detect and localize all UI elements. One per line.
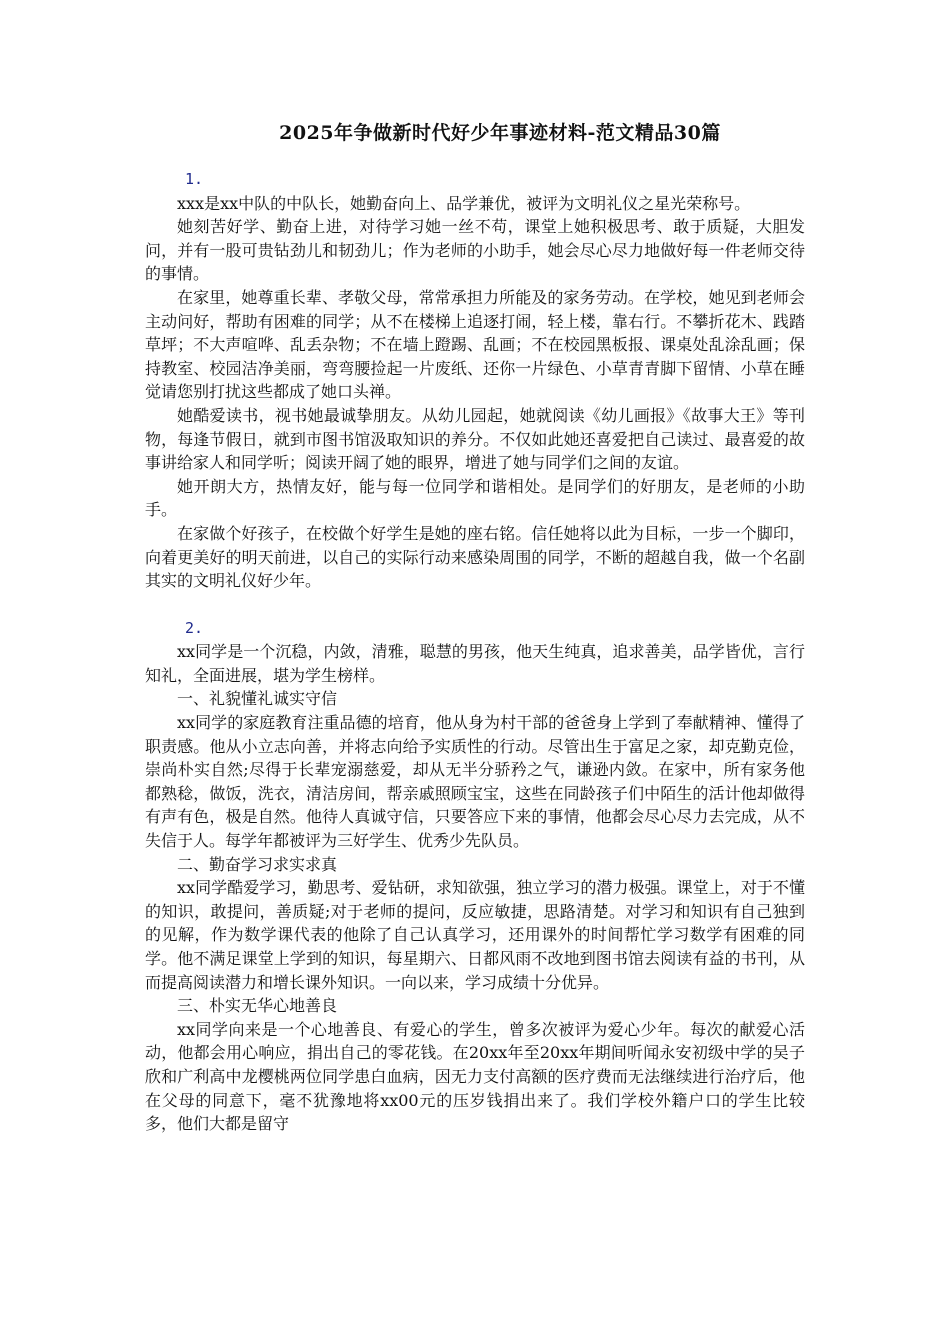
paragraph: xx同学的家庭教育注重品德的培育，他从身为村干部的爸爸身上学到了奉献精神、懂得了职责感。他从小立志向善，并将志向给予实质性的行动。尽管出生于富足之家，却克勤克俭，崇尚朴实自然;尽得于长辈宠溺慈爱，却从无半分骄矜之气，谦逊内敛。在家中，所有家务他都熟稔，做饭，洗衣，清洁房间，帮亲戚照顾宝宝，这些在同龄孩子们中陌生的活计他却做得有声有色，极是自然。他待人真诚守信，只要答应下来的事情，他都会尽心尽力去完成，从不失信于人。每学年都被评为三好学生、优秀少先队员。: [145, 713, 805, 851]
paragraph: xx同学是一个沉稳，内敛，清雅，聪慧的男孩，他天生纯真，追求善美，品学皆优，言行知礼，全面进展，堪为学生榜样。: [145, 642, 805, 685]
subheading: 三、朴实无华心地善良: [177, 996, 338, 1016]
subheading: 二、勤奋学习求实求真: [177, 854, 338, 874]
paragraph: xxx是xx中队的中队长，她勤奋向上、品学兼优，被评为文明礼仪之星光荣称号。: [177, 193, 751, 213]
paragraph: 她刻苦好学、勤奋上进，对待学习她一丝不苟，课堂上她积极思考、敢于质疑，大胆发问，并有一股可贵钻劲儿和韧劲儿；作为老师的小助手，她会尽心尽力地做好每一件老师交待的事情。: [145, 217, 805, 284]
section-number: 1.: [185, 170, 204, 188]
paragraph: 在家做个好孩子，在校做个好学生是她的座右铭。信任她将以此为目标，一步一个脚印，向着更美好的明天前进，以自己的实际行动来感染周围的同学，不断的超越自我，做一个名副其实的文明礼仪好少年。: [145, 523, 805, 591]
document-title: 2025年争做新时代好少年事迹材料-范文精品30篇: [279, 122, 721, 144]
paragraph: xx同学向来是一个心地善良、有爱心的学生，曾多次被评为爱心少年。每次的献爱心活动，他都会用心响应，捐出自己的零花钱。在20xx年至20xx年期间听闻永安初级中学的吴子欣和广利高中龙樱桃两位同学患白血病，因无力支付高额的医疗费而无法继续进行治疗后，他在父母的同意下，毫不犹豫地将xx00元的压岁钱捐出来了。我们学校外籍户口的学生比较多，他们大都是留守: [145, 1019, 805, 1134]
paragraph: xx同学酷爱学习，勤思考、爱钻研，求知欲强，独立学习的潜力极强。课堂上，对于不懂的知识，敢提问，善质疑;对于老师的提问，反应敏捷，思路清楚。对学习和知识有自己独到的见解，作为数学课代表的他除了自己认真学习，还用课外的时间帮忙学习数学有困难的同学。他不满足课堂上学到的知识，每星期六、日都风雨不改地到图书馆去阅读有益的书刊，从而提高阅读潜力和增长课外知识。一向以来，学习成绩十分优异。: [145, 878, 805, 992]
subheading: 一、礼貌懂礼诚实守信: [177, 689, 338, 709]
document-body: [145, 168, 805, 1136]
paragraph: 她酷爱读书，视书她最诚挚朋友。从幼儿园起，她就阅读《幼儿画报》《故事大王》等刊物，每逢节假日，就到市图书馆汲取知识的养分。不仅如此她还喜爱把自己读过、最喜爱的故事讲给家人和同学听；阅读开阔了她的眼界，增进了她与同学们之间的友谊。: [145, 405, 805, 473]
paragraph: 她开朗大方，热情友好，能与每一位同学和谐相处。是同学们的好朋友，是老师的小助手。: [145, 476, 805, 520]
section-spacer: [145, 593, 805, 617]
paragraph: 在家里，她尊重长辈、孝敬父母，常常承担力所能及的家务劳动。在学校，她见到老师会主动问好，帮助有困难的同学；从不在楼梯上追逐打闹，轻上楼，靠右行。不攀折花木、践踏草坪；不大声喧哗、乱丢杂物；不在墙上蹬踢、乱画；不在校园黑板报、课桌处乱涂乱画；保持教室、校园洁净美丽，弯弯腰捡起一片废纸、还你一片绿色、小草青青脚下留情、小草在睡觉请您别打扰这些都成了她口头禅。: [145, 287, 805, 402]
section-number: 2.: [185, 618, 204, 637]
